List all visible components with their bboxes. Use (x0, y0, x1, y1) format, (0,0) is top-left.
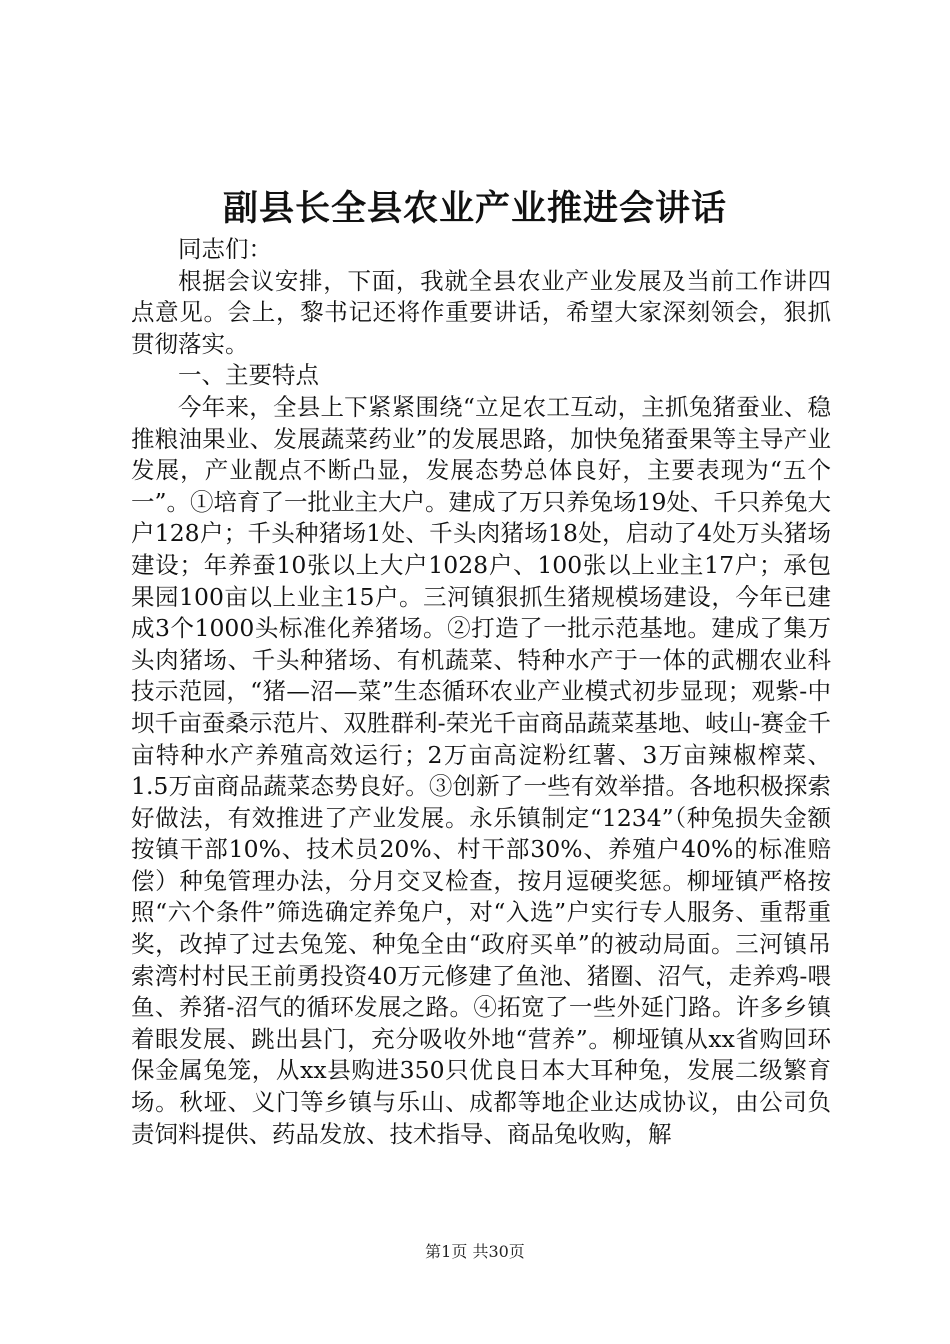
paragraph-intro: 根据会议安排，下面，我就全县农业产业发展及当前工作讲四点意见。会上，黎书记还将作重要讲话，希望大家深刻领会，狠抓贯彻落实。 (131, 266, 831, 358)
salutation: 同志们： (178, 235, 272, 263)
section-heading: 一、主要特点 (178, 361, 319, 390)
paragraph-main: 今年来，全县上下紧紧围绕“立足农工互动，主抓兔猪蚕业、稳推粮油果业、发展蔬菜药业”的发展思路，加快兔猪蚕果等主导产业发展，产业靓点不断凸显，发展态势总体良好，主要表现为“五个一”。①培育了一批业主大户。建成了万只养兔场19处、千只养兔大户128户；千头种猪场1处、千头肉猪场18处，启动了4处万头猪场建设；年养蚕10张以上大户1028户、100张以上业主17户；承包果园100亩以上业主15户。三河镇狠抓生猪规模场建设，今年已建成3个1000头标准化养猪场。②打造了一批示范基地。建成了集万头肉猪场、千头种猪场、有机蔬菜、特种水产于一体的武棚农业科技示范园，“猪—沼—菜”生态循环农业产业模式初步显现；观紫-中坝千亩蚕桑示范片、双胜群利-荣光千亩商品蔬菜基地、岐山-赛金千亩特种水产养殖高效运行；2万亩高淀粉红薯、3万亩辣椒榨菜、1.5万亩商品蔬菜态势良好。③创新了一些有效举措。各地积极探索好做法，有效推进了产业发展。永乐镇制定“1234”（种兔损失金额按镇干部10%、技术员20%、村干部30%、养殖户40%的标准赔偿）种兔管理办法，分月交叉检查，按月逗硬奖惩。柳垭镇严格按照“六个条件”筛选确定养兔户，对“入选”户实行专人服务、重帮重奖，改掉了过去兔笼、种兔全由“政府买单”的被动局面。三河镇吊索湾村村民王前勇投资40万元修建了鱼池、猪圈、沼气，走养鸡-喂鱼、养猪-沼气的循环发展之路。④拓宽了一些外延门路。许多乡镇着眼发展、跳出县门，充分吸收外地“营养”。柳垭镇从xx省购回环保金属兔笼，从xx县购进350只优良日本大耳种兔，发展二级繁育场。秋垭、义门等乡镇与乐山、成都等地企业达成协议，由公司负责饲料提供、药品发放、技术指导、商品兔收购，解 (131, 392, 831, 1148)
document-body (131, 234, 831, 1150)
page-footer: 第1页 共30页 (425, 1242, 525, 1261)
document-title: 副县长全县农业产业推进会讲话 (222, 188, 727, 229)
